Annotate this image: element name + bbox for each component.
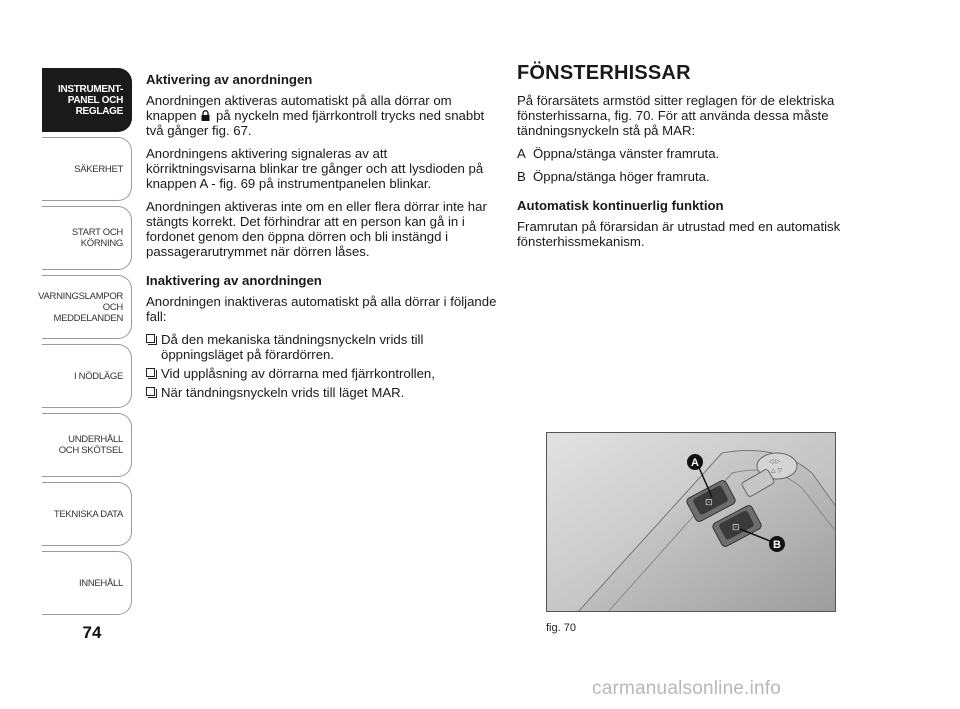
tab-underhall[interactable]: UNDERHÅLL OCH SKÖTSEL xyxy=(42,413,132,477)
tab-sakerhet[interactable]: SÄKERHET xyxy=(42,137,132,201)
tab-innehall[interactable]: INNEHÅLL xyxy=(42,551,132,615)
auto-heading: Automatisk kontinuerlig funktion xyxy=(517,198,724,213)
tab-i-nodlage[interactable]: I NÖDLÄGE xyxy=(42,344,132,408)
label-a: A xyxy=(691,457,699,469)
label-b: B xyxy=(773,539,781,551)
tab-varningslampor[interactable]: VARNINGSLAMPOR OCH MEDDELANDEN xyxy=(42,275,132,339)
page-number: 74 xyxy=(82,623,102,642)
deactivation-list xyxy=(146,332,498,400)
figure-caption: fig. 70 xyxy=(546,622,576,634)
right-column xyxy=(517,62,847,257)
item-text: Öppna/stänga vänster framruta. xyxy=(533,146,720,161)
activation-paragraph-3: Anordningen aktiveras inte om en eller flera dörrar inte har stängts korrekt. Det förhindrar att en person kan gå in i fordonet genom den öppna dörren och bli instängd i passagerarutrymmet när dörren låses. xyxy=(146,199,487,259)
svg-text:△ ▽: △ ▽ xyxy=(771,467,783,474)
checkbox-bullet-icon xyxy=(146,387,155,396)
svg-text:⊡: ⊡ xyxy=(705,498,713,508)
svg-text:◁ ▷: ◁ ▷ xyxy=(769,458,781,465)
deactivation-heading: Inaktivering av anordningen xyxy=(146,273,322,288)
padlock-icon xyxy=(201,110,210,121)
list-item xyxy=(146,366,498,381)
item-a xyxy=(517,146,847,161)
figure-70 xyxy=(546,432,836,612)
section-title: FÖNSTERHISSAR xyxy=(517,62,691,84)
checkbox-bullet-icon xyxy=(146,368,155,377)
checkbox-bullet-icon xyxy=(146,334,155,343)
intro-paragraph: På förarsätets armstöd sitter reglagen för de elektriska fönsterhissarna, fig. 70. För att använda dessa måste tändningsnyckeln stå på MAR: xyxy=(517,93,835,138)
item-text: Öppna/stänga höger framruta. xyxy=(533,169,710,184)
tab-instrumentpanel[interactable]: INSTRUMENT- PANEL OCH REGLAGE xyxy=(42,68,132,132)
tab-tekniska-data[interactable]: TEKNISKA DATA xyxy=(42,482,132,546)
list-item-text: När tändningsnyckeln vrids till läget MAR. xyxy=(161,385,405,400)
watermark: carmanualsonline.info xyxy=(592,678,782,699)
deactivation-paragraph: Anordningen inaktiveras automatiskt på alla dörrar i följande fall: xyxy=(146,294,497,324)
item-key: A xyxy=(517,146,526,161)
activation-p1-start: Anordningen aktiveras automatiskt på alla dörrar om knappen xyxy=(146,93,452,123)
activation-heading: Aktivering av anordningen xyxy=(146,72,313,87)
activation-paragraph-2: Anordningens aktivering signaleras av att körriktningsvisarna blinkar tre gånger och att lysdioden på knappen A - fig. 69 på instrumentpanelen blinkar. xyxy=(146,146,484,191)
tab-start-och-korning[interactable]: START OCH KÖRNING xyxy=(42,206,132,270)
window-switch-illustration xyxy=(547,433,836,612)
item-key: B xyxy=(517,169,526,184)
list-item-text: Vid upplåsning av dörrarna med fjärrkontrollen, xyxy=(161,366,435,381)
activation-p1-end: på nyckeln med fjärrkontroll trycks ned snabbt två gånger fig. 67. xyxy=(146,108,485,138)
list-item xyxy=(146,332,498,362)
item-b xyxy=(517,169,847,184)
left-column xyxy=(146,72,498,404)
list-item-text: Då den mekaniska tändningsnyckeln vrids till öppningsläget på förardörren. xyxy=(161,332,424,362)
svg-text:⊡: ⊡ xyxy=(732,523,740,533)
auto-paragraph: Framrutan på förarsidan är utrustad med en automatisk fönsterhissmekanism. xyxy=(517,219,841,249)
list-item xyxy=(146,385,498,400)
activation-paragraph-1 xyxy=(146,93,498,138)
